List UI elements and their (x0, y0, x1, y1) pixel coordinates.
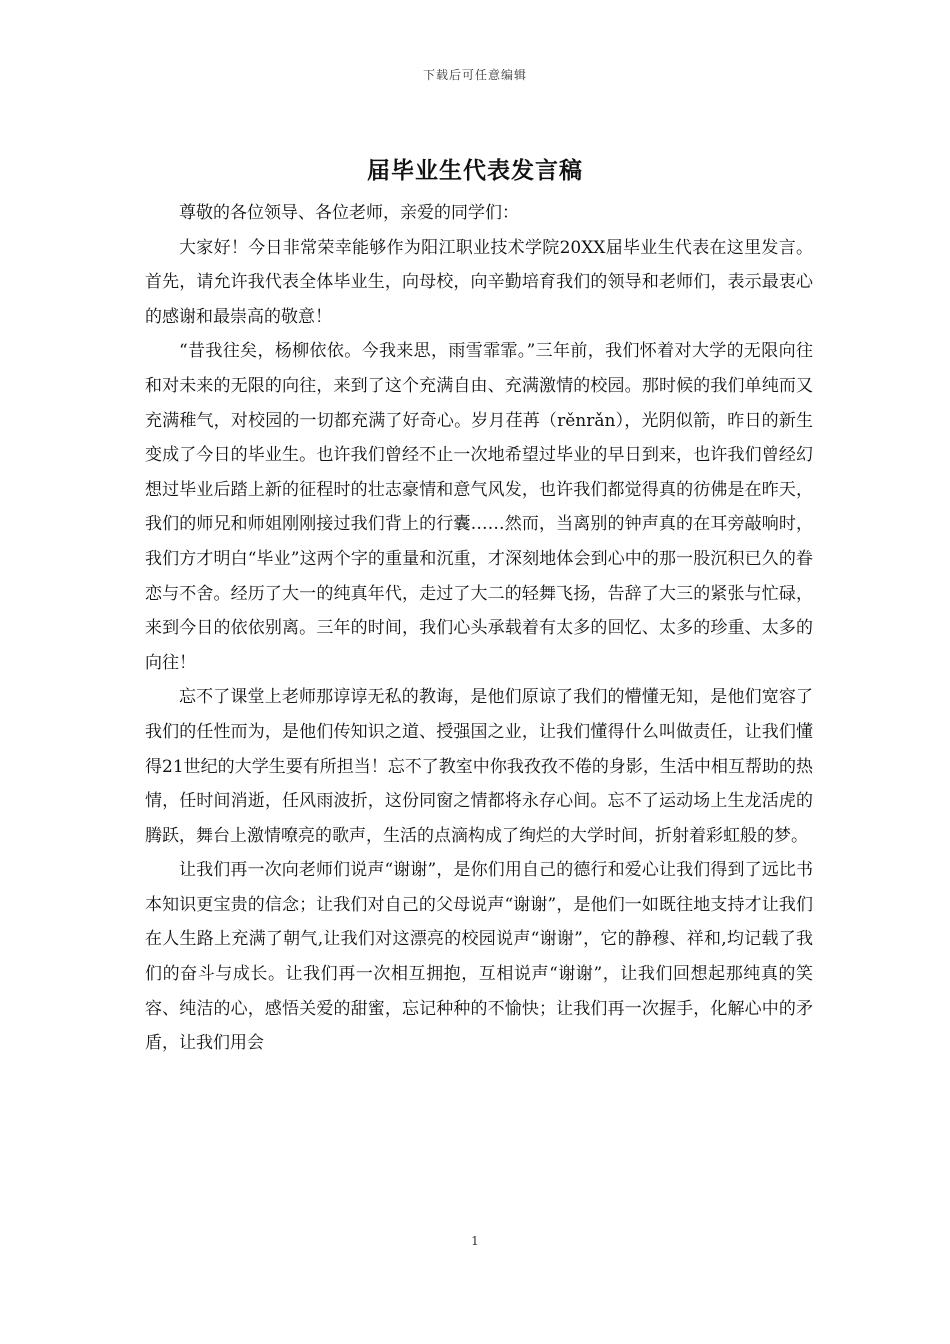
document-body (145, 196, 813, 1061)
body-paragraph: 大家好！今日非常荣幸能够作为阳江职业技术学院20XX届毕业生代表在这里发言。首先，请允许我代表全体毕业生，向母校，向辛勤培育我们的领导和老师们，表示最衷心的感谢和最崇高的敬意！ (145, 237, 813, 327)
body-paragraph: 忘不了课堂上老师那谆谆无私的教诲，是他们原谅了我们的懵懂无知，是他们宽容了我们的任性而为，是他们传知识之道、授强国之业，让我们懂得什么叫做责任，让我们懂得21世纪的大学生要有所担当！忘不了教室中你我孜孜不倦的身影，生活中相互帮助的热情，任时间消逝，任风雨波折，这份同窗之情都将永存心间。忘不了运动场上生龙活虎的腾跃，舞台上激情嘹亮的歌声，生活的点滴构成了绚烂的大学时间，折射着彩虹般的梦。 (145, 687, 813, 846)
page-number: 1 (471, 1234, 479, 1248)
document-title: 届毕业生代表发言稿 (367, 157, 583, 184)
page-header: 下载后可任意编辑 (422, 68, 527, 82)
salutation-paragraph: 尊敬的各位领导、各位老师，亲爱的同学们： (179, 203, 519, 223)
body-paragraph: “昔我往矣，杨柳依依。今我来思，雨雪霏霏。”三年前，我们怀着对大学的无限向往和对未来的无限的向往，来到了这个充满自由、充满激情的校园。那时候的我们单纯而又充满稚气，对校园的一切都充满了好奇心。岁月荏苒（rěnrǎn），光阴似箭，昨日的新生变成了今日的毕业生。也许我们曾经不止一次地希望过毕业的早日到来，也许我们曾经幻想过毕业后踏上新的征程时的壮志豪情和意气风发，也许我们都觉得真的彷佛是在昨天，我们的师兄和师姐刚刚接过我们背上的行囊……然而，当离别的钟声真的在耳旁敲响时，我们方才明白“毕业”这两个字的重量和沉重，才深刻地体会到心中的那一股沉积已久的眷恋与不舍。经历了大一的纯真年代，走过了大二的轻舞飞扬，告辞了大三的紧张与忙碌，来到今日的依依别离。三年的时间，我们心头承载着有太多的回忆、太多的珍重、太多的向往！ (145, 341, 813, 673)
body-paragraph: 让我们再一次向老师们说声“谢谢”，是你们用自己的德行和爱心让我们得到了远比书本知识更宝贵的信念；让我们对自己的父母说声“谢谢”，是他们一如既往地支持才让我们在人生路上充满了朝气,让我们对这漂亮的校园说声“谢谢”，它的静穆、祥和,均记载了我们的奋斗与成长。让我们再一次相互拥抱，互相说声“谢谢”，让我们回想起那纯真的笑容、纯洁的心，感悟关爱的甜蜜，忘记种种的不愉快；让我们再一次握手，化解心中的矛盾，让我们用会 (145, 860, 813, 1054)
